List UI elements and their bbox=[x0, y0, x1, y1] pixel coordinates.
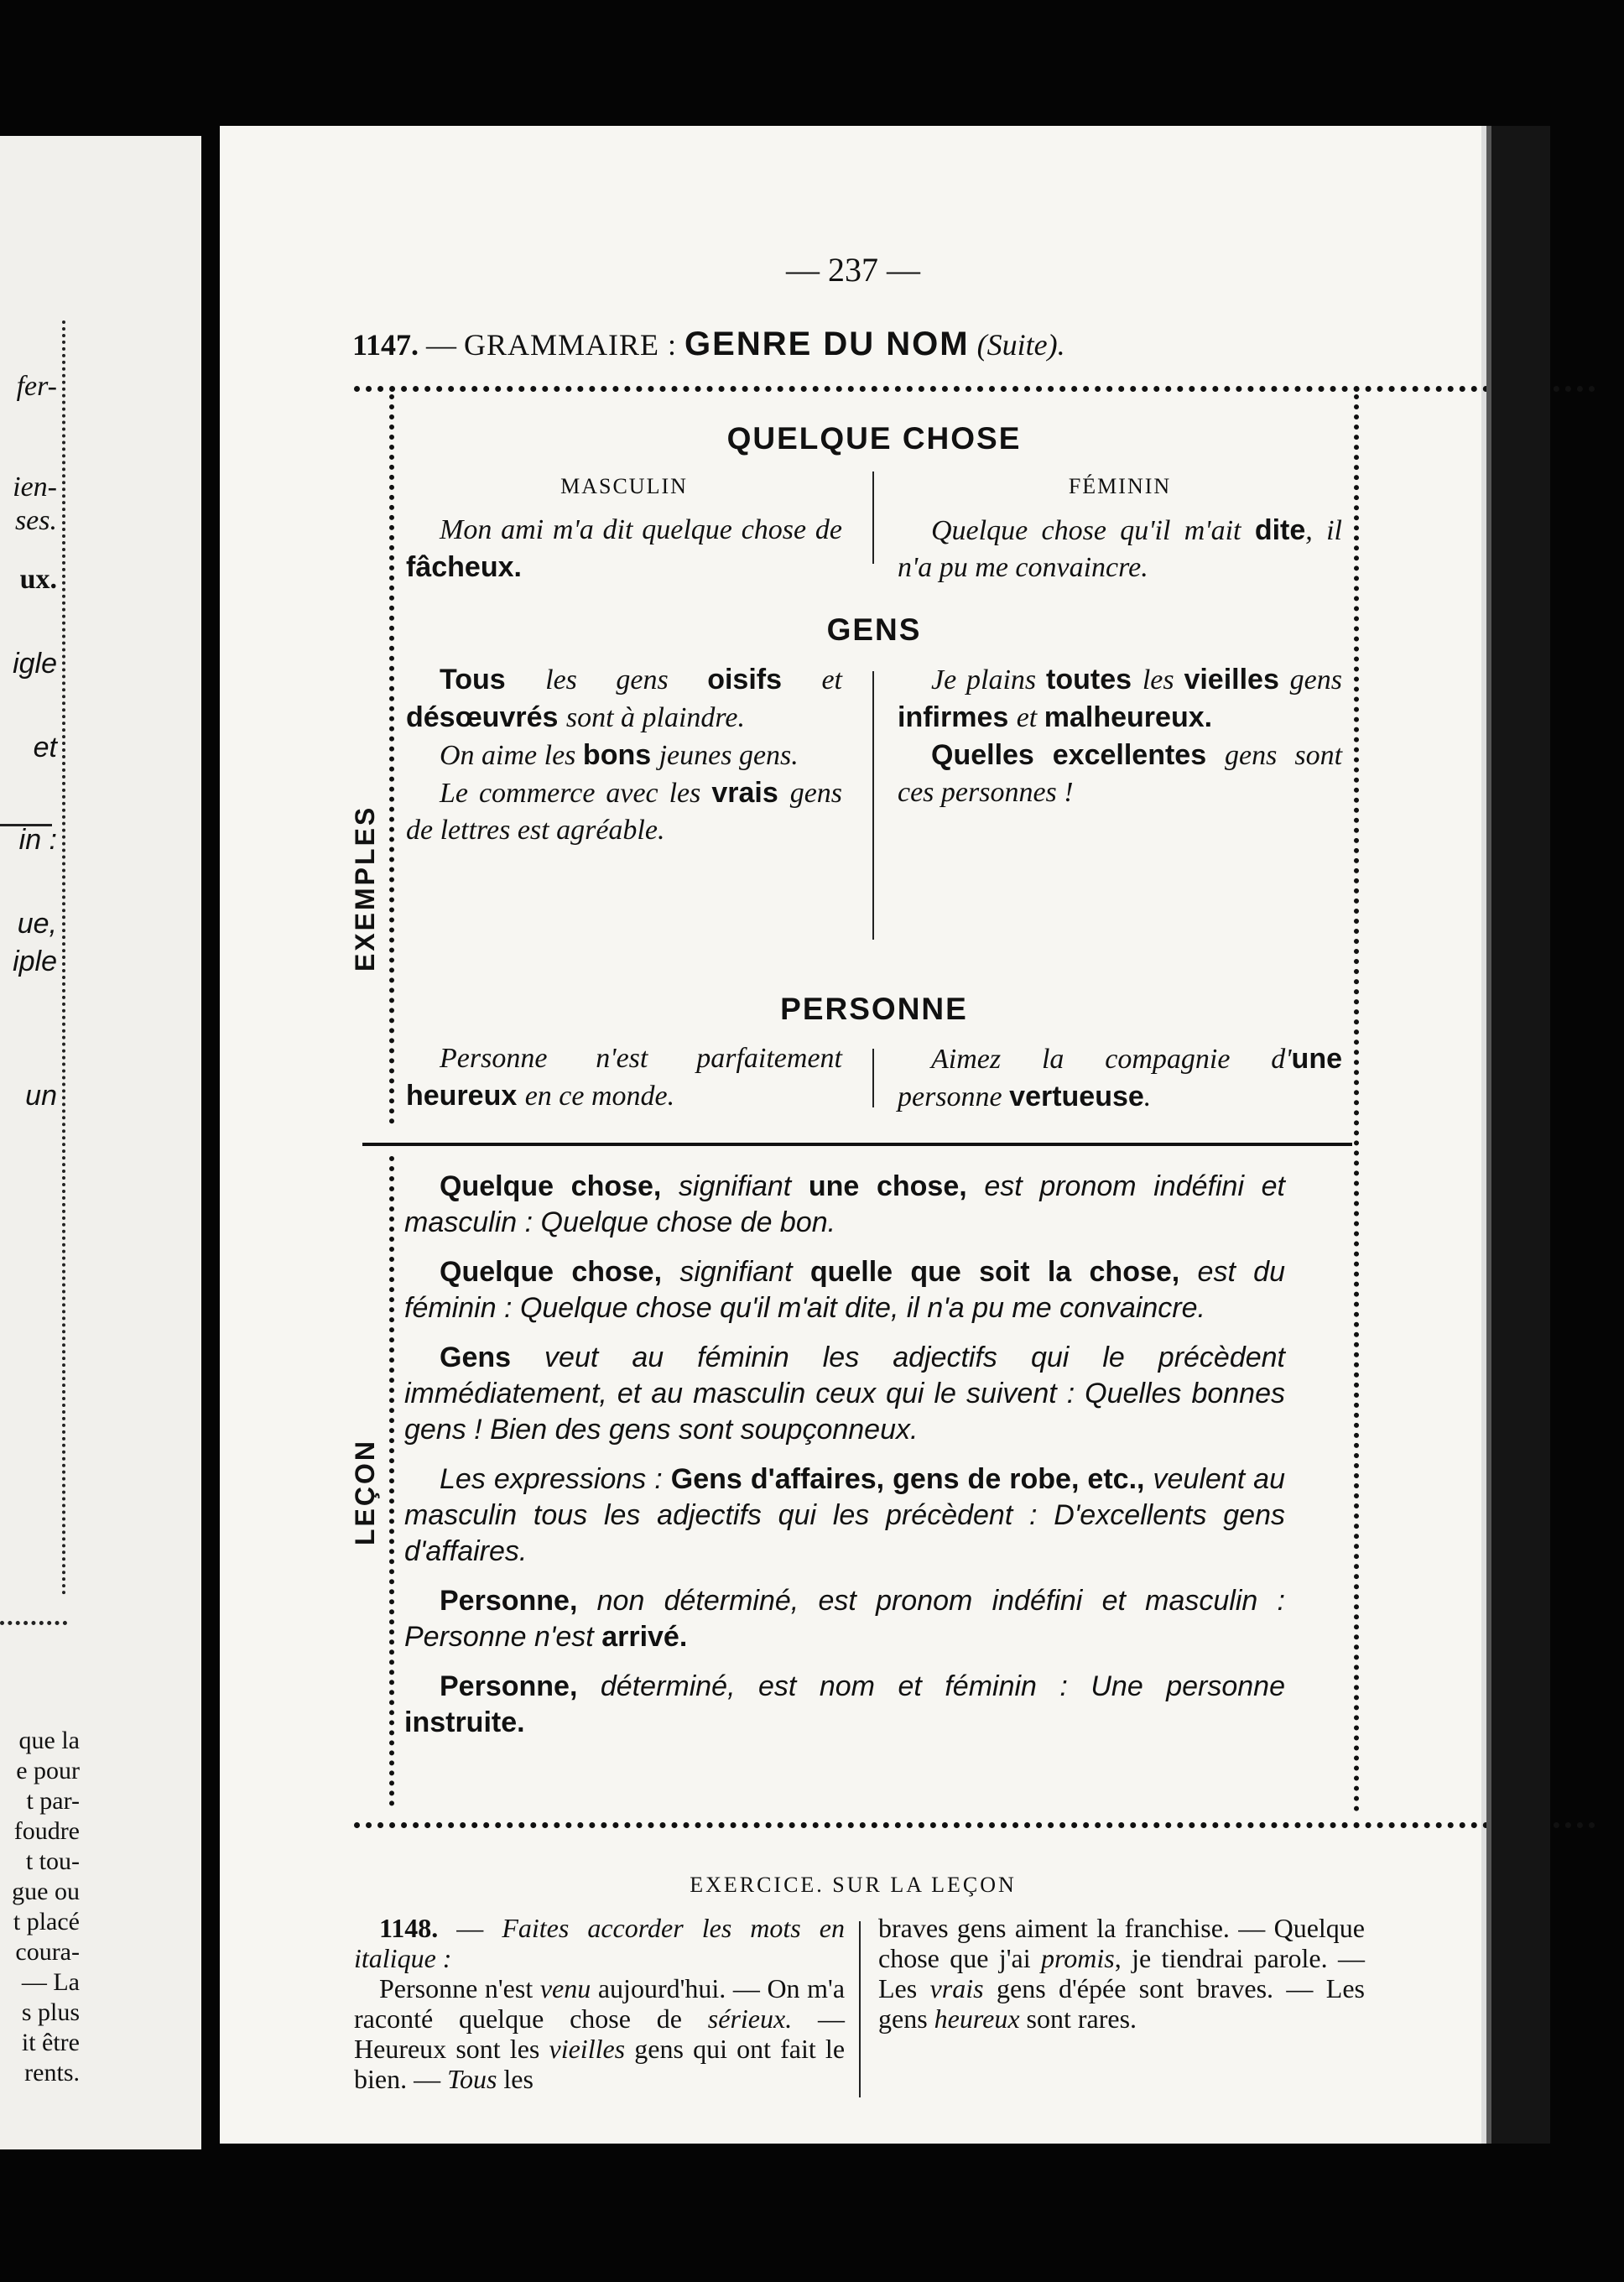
left-page-text-fragment: ue, bbox=[17, 908, 57, 940]
text-run: Tous bbox=[447, 2064, 504, 2094]
left-page-text-fragment: igle bbox=[13, 648, 57, 680]
gens-example bbox=[898, 737, 1342, 811]
text-run: Je plains bbox=[931, 664, 1047, 696]
text-run: fâcheux. bbox=[406, 551, 522, 583]
left-page-text-fragment: iple bbox=[13, 946, 57, 977]
lecon-rule bbox=[404, 1340, 1285, 1448]
text-run: venu bbox=[539, 1973, 598, 2003]
masculin-heading: MASCULIN bbox=[560, 474, 688, 498]
text-run: vieilles bbox=[549, 2034, 635, 2064]
column-separator bbox=[872, 671, 874, 940]
section-divider bbox=[362, 1143, 1352, 1146]
left-page-line: foudre bbox=[13, 1817, 80, 1845]
lecon-rule bbox=[404, 1254, 1285, 1326]
exemples-label: EXEMPLES bbox=[350, 805, 380, 972]
text-run: une bbox=[1291, 1043, 1342, 1075]
left-page-line: — La bbox=[21, 1968, 80, 1996]
left-page-line: rents. bbox=[24, 2059, 80, 2087]
page-number: — 237 — bbox=[786, 251, 920, 289]
gens-title: GENS bbox=[826, 612, 922, 647]
left-page-fragment bbox=[0, 136, 201, 2149]
heading-dash: — bbox=[419, 328, 465, 362]
text-run: vieilles bbox=[1184, 664, 1290, 696]
text-run: est du féminin : Quelque chose qu'il m'ait dite, il n'a pu me convaincre. bbox=[404, 1256, 1286, 1324]
frame-right-border bbox=[1354, 394, 1359, 1812]
quelque-chose-title: QUELQUE CHOSE bbox=[726, 421, 1022, 456]
text-run: les bbox=[1142, 664, 1184, 696]
text-run: braves gens aiment la franchise. — Quelque chose que j'ai bbox=[878, 1913, 1365, 1973]
left-page-text-fragment: ses. bbox=[14, 505, 57, 536]
text-run: gens sont ces personnes ! bbox=[898, 740, 1343, 808]
personne-right-column bbox=[898, 1040, 1342, 1116]
text-run: , il n'a pu me convaincre. bbox=[898, 515, 1342, 583]
text-run: sérieux. bbox=[707, 2003, 819, 2034]
text-run: personne bbox=[898, 1081, 1010, 1112]
heading-suite: (Suite). bbox=[976, 328, 1065, 362]
text-run: Quelque chose qu'il m'ait bbox=[931, 515, 1255, 546]
frame-top-border bbox=[354, 386, 1595, 392]
exercice-left-column bbox=[354, 1913, 845, 2094]
left-page-text-fragment: ux. bbox=[19, 564, 57, 595]
text-run: veulent au masculin tous les adjectifs qui les précèdent : D'excellents gens d'affaires. bbox=[404, 1463, 1285, 1567]
page-heading bbox=[352, 326, 1065, 363]
text-run: sont rares. bbox=[1026, 2003, 1137, 2034]
text-run: Personne n'est bbox=[379, 1973, 540, 2003]
text-run: Les expressions : bbox=[440, 1463, 671, 1495]
text-run: Aimez la compagnie d' bbox=[931, 1044, 1292, 1075]
text-run: heureux bbox=[406, 1080, 525, 1112]
text-run: non déterminé, est pronom indéfini et masculin : Personne n'est bbox=[404, 1585, 1286, 1653]
text-run: gens qui ont fait le bien. — bbox=[354, 2034, 846, 2094]
gens-right-column bbox=[898, 661, 1342, 811]
text-run: excellentes bbox=[1052, 739, 1226, 771]
heading-number: 1147. bbox=[352, 328, 419, 362]
left-page-text-fragment: et bbox=[33, 732, 57, 763]
text-run: Mon ami m'a dit quelque chose de bbox=[440, 514, 842, 545]
text-run: Quelles bbox=[931, 739, 1053, 771]
personne-title: PERSONNE bbox=[780, 992, 968, 1026]
text-run: promis bbox=[1040, 1943, 1115, 1973]
text-run: signifiant bbox=[679, 1256, 810, 1288]
text-run: , je tiendrai parole. — Les bbox=[878, 1943, 1366, 2003]
column-separator bbox=[859, 1921, 861, 2097]
gens-left-column bbox=[406, 661, 842, 849]
lecon-label: LEÇON bbox=[350, 1439, 380, 1545]
text-run: aujourd'hui. — On m'a raconté quelque chose de bbox=[354, 1973, 846, 2034]
text-run: oisifs bbox=[707, 664, 822, 696]
left-page-text-fragment: ien- bbox=[13, 472, 57, 503]
text-run: heureux bbox=[934, 2003, 1027, 2034]
feminin-heading: FÉMININ bbox=[1068, 474, 1172, 498]
text-run: une chose, bbox=[808, 1170, 985, 1202]
text-run: . bbox=[1143, 1081, 1152, 1112]
text-run: Personne, bbox=[440, 1585, 597, 1617]
gens-example bbox=[898, 661, 1342, 737]
heading-title: GENRE DU NOM bbox=[684, 326, 970, 362]
text-run: malheureux. bbox=[1044, 701, 1213, 733]
text-run: Quelque chose, bbox=[440, 1170, 679, 1202]
text-run: arrivé. bbox=[601, 1621, 688, 1653]
lecon-rule bbox=[404, 1583, 1285, 1655]
text-run: et bbox=[821, 664, 843, 696]
text-run: Tous bbox=[440, 664, 546, 696]
column-separator bbox=[872, 1049, 874, 1107]
heading-subject: GRAMMAIRE : bbox=[464, 328, 678, 362]
text-run: gens bbox=[1289, 664, 1342, 696]
text-run: toutes bbox=[1046, 664, 1143, 696]
lecon-text bbox=[404, 1169, 1285, 1754]
lecon-rule bbox=[404, 1169, 1285, 1241]
text-run: vertueuse bbox=[1009, 1081, 1144, 1112]
text-run: infirmes bbox=[898, 701, 1017, 733]
text-run: gens d'épée sont braves. — Les gens bbox=[878, 1973, 1366, 2034]
text-run: Personne, bbox=[440, 1670, 601, 1702]
left-page-border bbox=[62, 320, 69, 1596]
left-page-line: it être bbox=[21, 2029, 80, 2056]
text-run: Personne n'est parfaitement bbox=[440, 1043, 842, 1074]
exercice-title: EXERCICE. SUR LA LEÇON bbox=[690, 1873, 1017, 1897]
text-run: vrais bbox=[711, 777, 790, 809]
text-run: et bbox=[1016, 702, 1044, 733]
text-run: On aime les bbox=[440, 740, 583, 771]
left-page-text-fragment: fer- bbox=[16, 371, 57, 402]
personne-left-column bbox=[406, 1040, 842, 1115]
text-run: jeunes gens. bbox=[658, 740, 799, 771]
exemples-left-border bbox=[389, 394, 394, 1124]
left-page-paragraph bbox=[0, 1726, 80, 2088]
text-run: instruite. bbox=[404, 1706, 525, 1738]
text-run: — Heureux sont les bbox=[354, 2003, 846, 2064]
frame-bottom-border bbox=[354, 1822, 1595, 1828]
lecon-left-border bbox=[389, 1156, 394, 1806]
text-run: sont à plaindre. bbox=[565, 702, 745, 733]
text-run: bons bbox=[582, 739, 659, 771]
gens-example bbox=[406, 774, 842, 849]
quelque-chose-masculin bbox=[406, 468, 842, 586]
left-page-line: t par- bbox=[26, 1787, 80, 1815]
text-run: est pronom indéfini et masculin : Quelque chose de bon. bbox=[404, 1170, 1286, 1238]
book-page bbox=[220, 126, 1486, 2144]
text-run: déterminé, est nom et féminin : Une personne bbox=[600, 1670, 1286, 1702]
left-page-line: que la bbox=[18, 1727, 80, 1754]
gens-example bbox=[406, 661, 842, 737]
text-run: Le commerce avec les bbox=[440, 778, 712, 809]
text-run: Gens d'affaires, gens de robe, etc., bbox=[670, 1463, 1153, 1495]
text-run: Quelque chose, bbox=[440, 1256, 680, 1288]
text-run: désœuvrés bbox=[406, 701, 566, 733]
text-run: Gens bbox=[440, 1342, 545, 1373]
text-run: quelle que soit la chose, bbox=[809, 1256, 1198, 1288]
left-page-border-bottom bbox=[0, 1621, 67, 1625]
text-run: veut au féminin les adjectifs qui le précèdent immédiatement, et au masculin ceux qui le suivent : Quelles bonnes gens ! Bien des gens sont soupçonneux. bbox=[404, 1342, 1286, 1446]
left-page-line: s plus bbox=[21, 1998, 80, 2026]
text-run: dite bbox=[1254, 514, 1306, 546]
left-page-line: t placé bbox=[13, 1908, 80, 1936]
lecon-rule bbox=[404, 1461, 1285, 1570]
quelque-chose-feminin bbox=[898, 468, 1342, 586]
text-run: Faites accorder les mots en italique : bbox=[354, 1913, 846, 1973]
text-run: vrais bbox=[929, 1973, 997, 2003]
left-page-text-fragment: un bbox=[25, 1080, 57, 1112]
column-separator bbox=[872, 472, 874, 564]
left-page-line: coura- bbox=[15, 1938, 80, 1966]
gens-example bbox=[406, 737, 842, 774]
left-page-text-fragment: in : bbox=[18, 824, 57, 856]
book-edge bbox=[1486, 126, 1550, 2144]
left-page-line: e pour bbox=[16, 1757, 80, 1784]
text-run: signifiant bbox=[679, 1170, 809, 1202]
exercice-right-column bbox=[878, 1913, 1365, 2034]
text-run: gens de lettres est agréable. bbox=[406, 778, 843, 846]
text-run: 1148. bbox=[379, 1913, 457, 1943]
lecon-rule bbox=[404, 1669, 1285, 1741]
text-run: en ce monde. bbox=[524, 1081, 675, 1112]
left-page-line: t tou- bbox=[25, 1847, 80, 1875]
left-page-line: gue ou bbox=[12, 1878, 80, 1905]
text-run: les bbox=[503, 2064, 534, 2094]
text-run: — bbox=[456, 1913, 502, 1943]
text-run: les gens bbox=[545, 664, 708, 696]
